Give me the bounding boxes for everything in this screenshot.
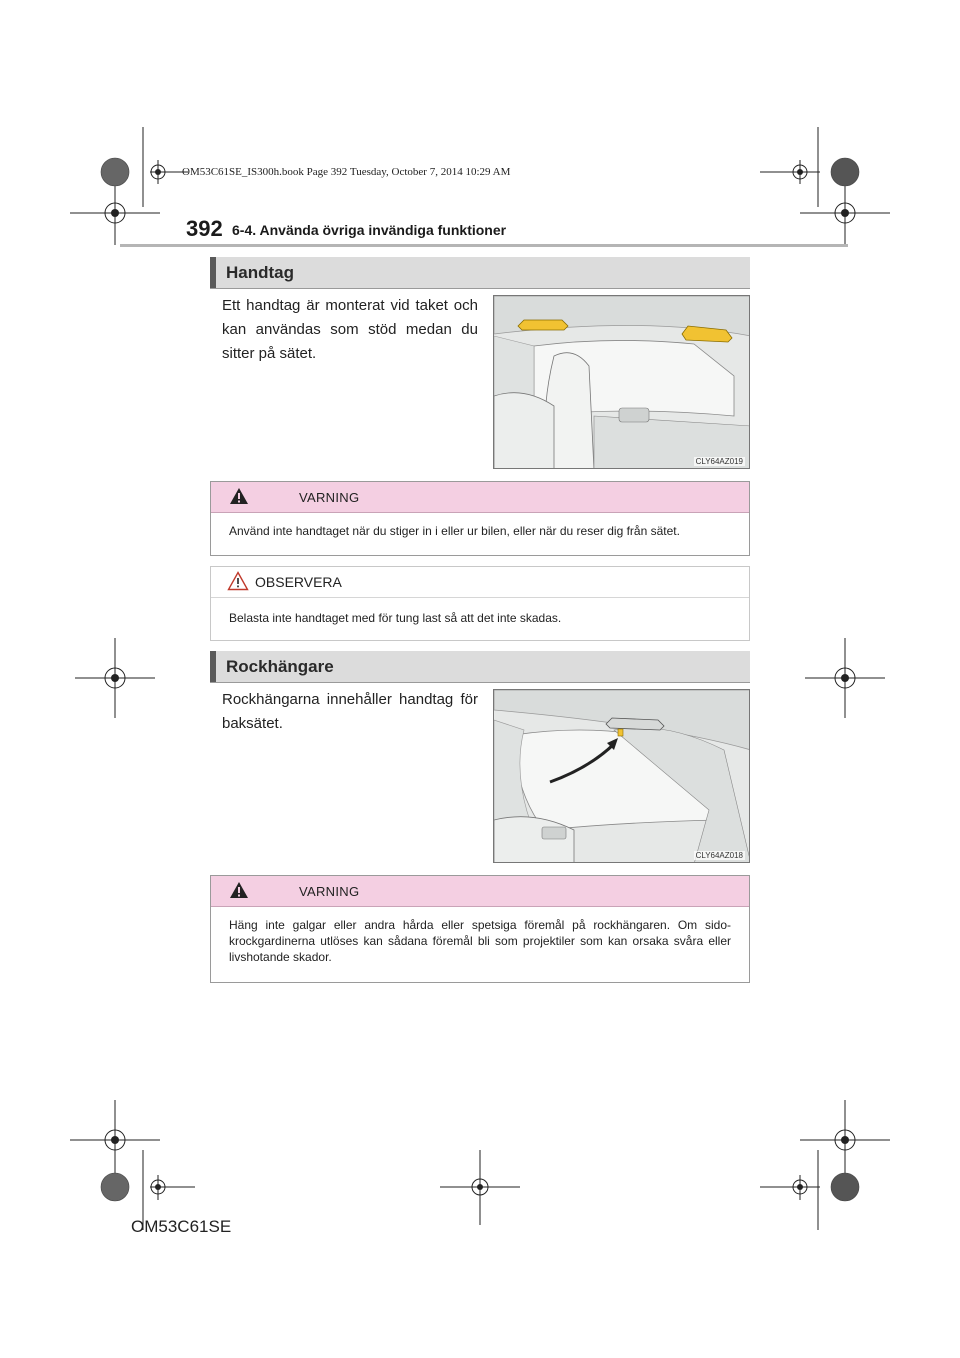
model-code: OM53C61SE [131,1217,232,1236]
car-interior-illustration [494,296,750,469]
book-info: OM53C61SE_IS300h.book Page 392 Tuesday, October 7, 2014 10:29 AM [182,166,511,178]
notice-header [211,567,749,598]
warning-header [211,482,749,513]
chapter-title: 6-4. Använda övriga invändiga funktioner [232,222,507,238]
notice-label: OBSERVERA [255,574,342,590]
rockhangare-figure [493,689,750,863]
notice-box [210,566,750,641]
section-heading-label: Rockhängare [226,657,334,676]
figure-code: CLY64AZ018 [695,851,743,860]
section-heading-rockhangare [210,651,750,683]
handtag-body-text: Ett handtag är monterat vid taket och kan användas som stöd medan du sitter på sätet. [222,297,478,362]
section-heading-label: Handtag [226,263,294,282]
warning-text: Använd inte handtaget när du stiger in i eller ur bilen, eller när du reser dig från sätet. [229,524,680,538]
warning-label: VARNING [299,490,360,505]
warning-text: Häng inte galgar eller andra hårda eller spetsiga föremål på rockhängaren. Om sido- krockgardinerna utlöses kan sådana föremål bli som projektiler som kan orsaka svåra eller livshotande skador. [229,918,731,964]
warning-triangle-icon [229,881,249,899]
section-heading-handtag [210,257,750,289]
rockhangare-body-text: Rockhängarna innehåller handtag för baksätet. [222,691,478,732]
warning-triangle-icon [229,487,249,505]
page-number: 392 [186,216,223,241]
header-rule [120,244,848,247]
warning-box-rockhangare [210,875,750,983]
handtag-figure [493,295,750,469]
warning-label: VARNING [299,884,360,899]
warning-box-handtag [210,481,750,556]
warning-header [211,876,749,907]
heading-bar [210,257,216,288]
coat-hook-illustration [494,690,750,863]
caution-triangle-icon [227,571,249,591]
notice-text: Belasta inte handtaget med för tung last så att det inte skadas. [229,611,562,625]
heading-bar [210,651,216,682]
figure-code: CLY64AZ019 [695,457,743,466]
